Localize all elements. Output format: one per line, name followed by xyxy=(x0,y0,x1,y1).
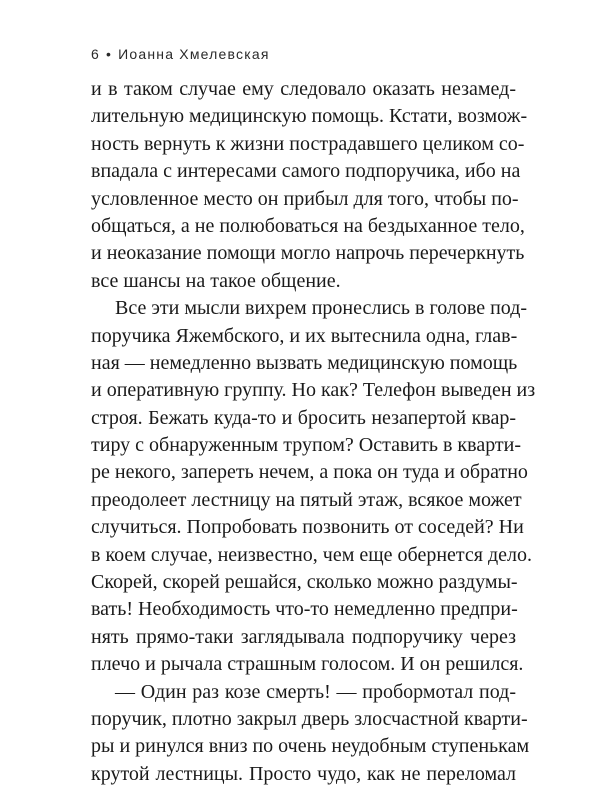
author-name: Иоанна Хмелевская xyxy=(118,46,270,62)
text-line: строя. Бежать куда-то и бросить незапертой квар- xyxy=(91,406,516,429)
body-text xyxy=(91,76,536,788)
text-line: Скорей, скорей решайся, сколько можно раздумы- xyxy=(91,571,518,594)
page-number: 6 xyxy=(91,46,100,62)
text-line: поручик, плотно закрыл дверь злосчастной кварти- xyxy=(91,707,528,730)
text-line: ная — немедленно вызвать медицинскую помощь xyxy=(91,351,518,374)
text-line: нять прямо-таки заглядывала подпоручику через xyxy=(91,625,516,648)
text-line: и в таком случае ему следовало оказать незамед- xyxy=(91,78,516,100)
text-line: тиру с обнаруженным трупом? Оставить в кварти- xyxy=(91,434,522,457)
text-line: ность вернуть к жизни пострадавшего целиком со- xyxy=(91,132,525,155)
text-line: условленное место он прибыл для того, чтобы по- xyxy=(91,187,519,210)
text-line: преодолеет лестницу на пятый этаж, всякое может xyxy=(91,488,522,511)
text-line: крутой лестницы. Просто чудо, как не переломал xyxy=(91,762,516,785)
paragraph xyxy=(91,295,536,678)
text-line: ры и ринулся вниз по очень неудобным ступенькам xyxy=(91,735,530,758)
text-line: и неоказание помощи могло напрочь перечеркнуть xyxy=(91,242,525,265)
paragraph xyxy=(91,76,528,295)
text-line: все шансы на такое общение. xyxy=(91,269,341,292)
text-line: и оперативную группу. Но как? Телефон выведен из xyxy=(91,379,536,402)
text-line: поручика Яжембского, и их вытеснила одна, глав- xyxy=(91,324,518,347)
text-line: — Один раз козе смерть! — пробормотал под- xyxy=(115,680,516,703)
paragraph xyxy=(91,679,530,788)
text-line: плечо и рычала страшным голосом. И он решился. xyxy=(91,653,524,676)
text-line: в коем случае, неизвестно, чем еще обернется дело. xyxy=(91,543,533,566)
text-line: случиться. Попробовать позвонить от соседей? Ни xyxy=(91,516,524,539)
text-line: Все эти мысли вихрем пронеслись в голове под- xyxy=(115,297,528,320)
text-line: общаться, а не полюбоваться на бездыханное тело, xyxy=(91,214,525,237)
text-line: лительную медицинскую помощь. Кстати, возмож- xyxy=(91,105,528,128)
header-separator: • xyxy=(106,46,113,62)
text-line: впадала с интересами самого подпоручика, ибо на xyxy=(91,160,521,183)
running-head xyxy=(91,46,270,62)
text-line: вать! Необходимость что-то немедленно предпри- xyxy=(91,598,518,621)
text-line: ре некого, запереть нечем, а пока он туда и обратно xyxy=(91,461,528,484)
